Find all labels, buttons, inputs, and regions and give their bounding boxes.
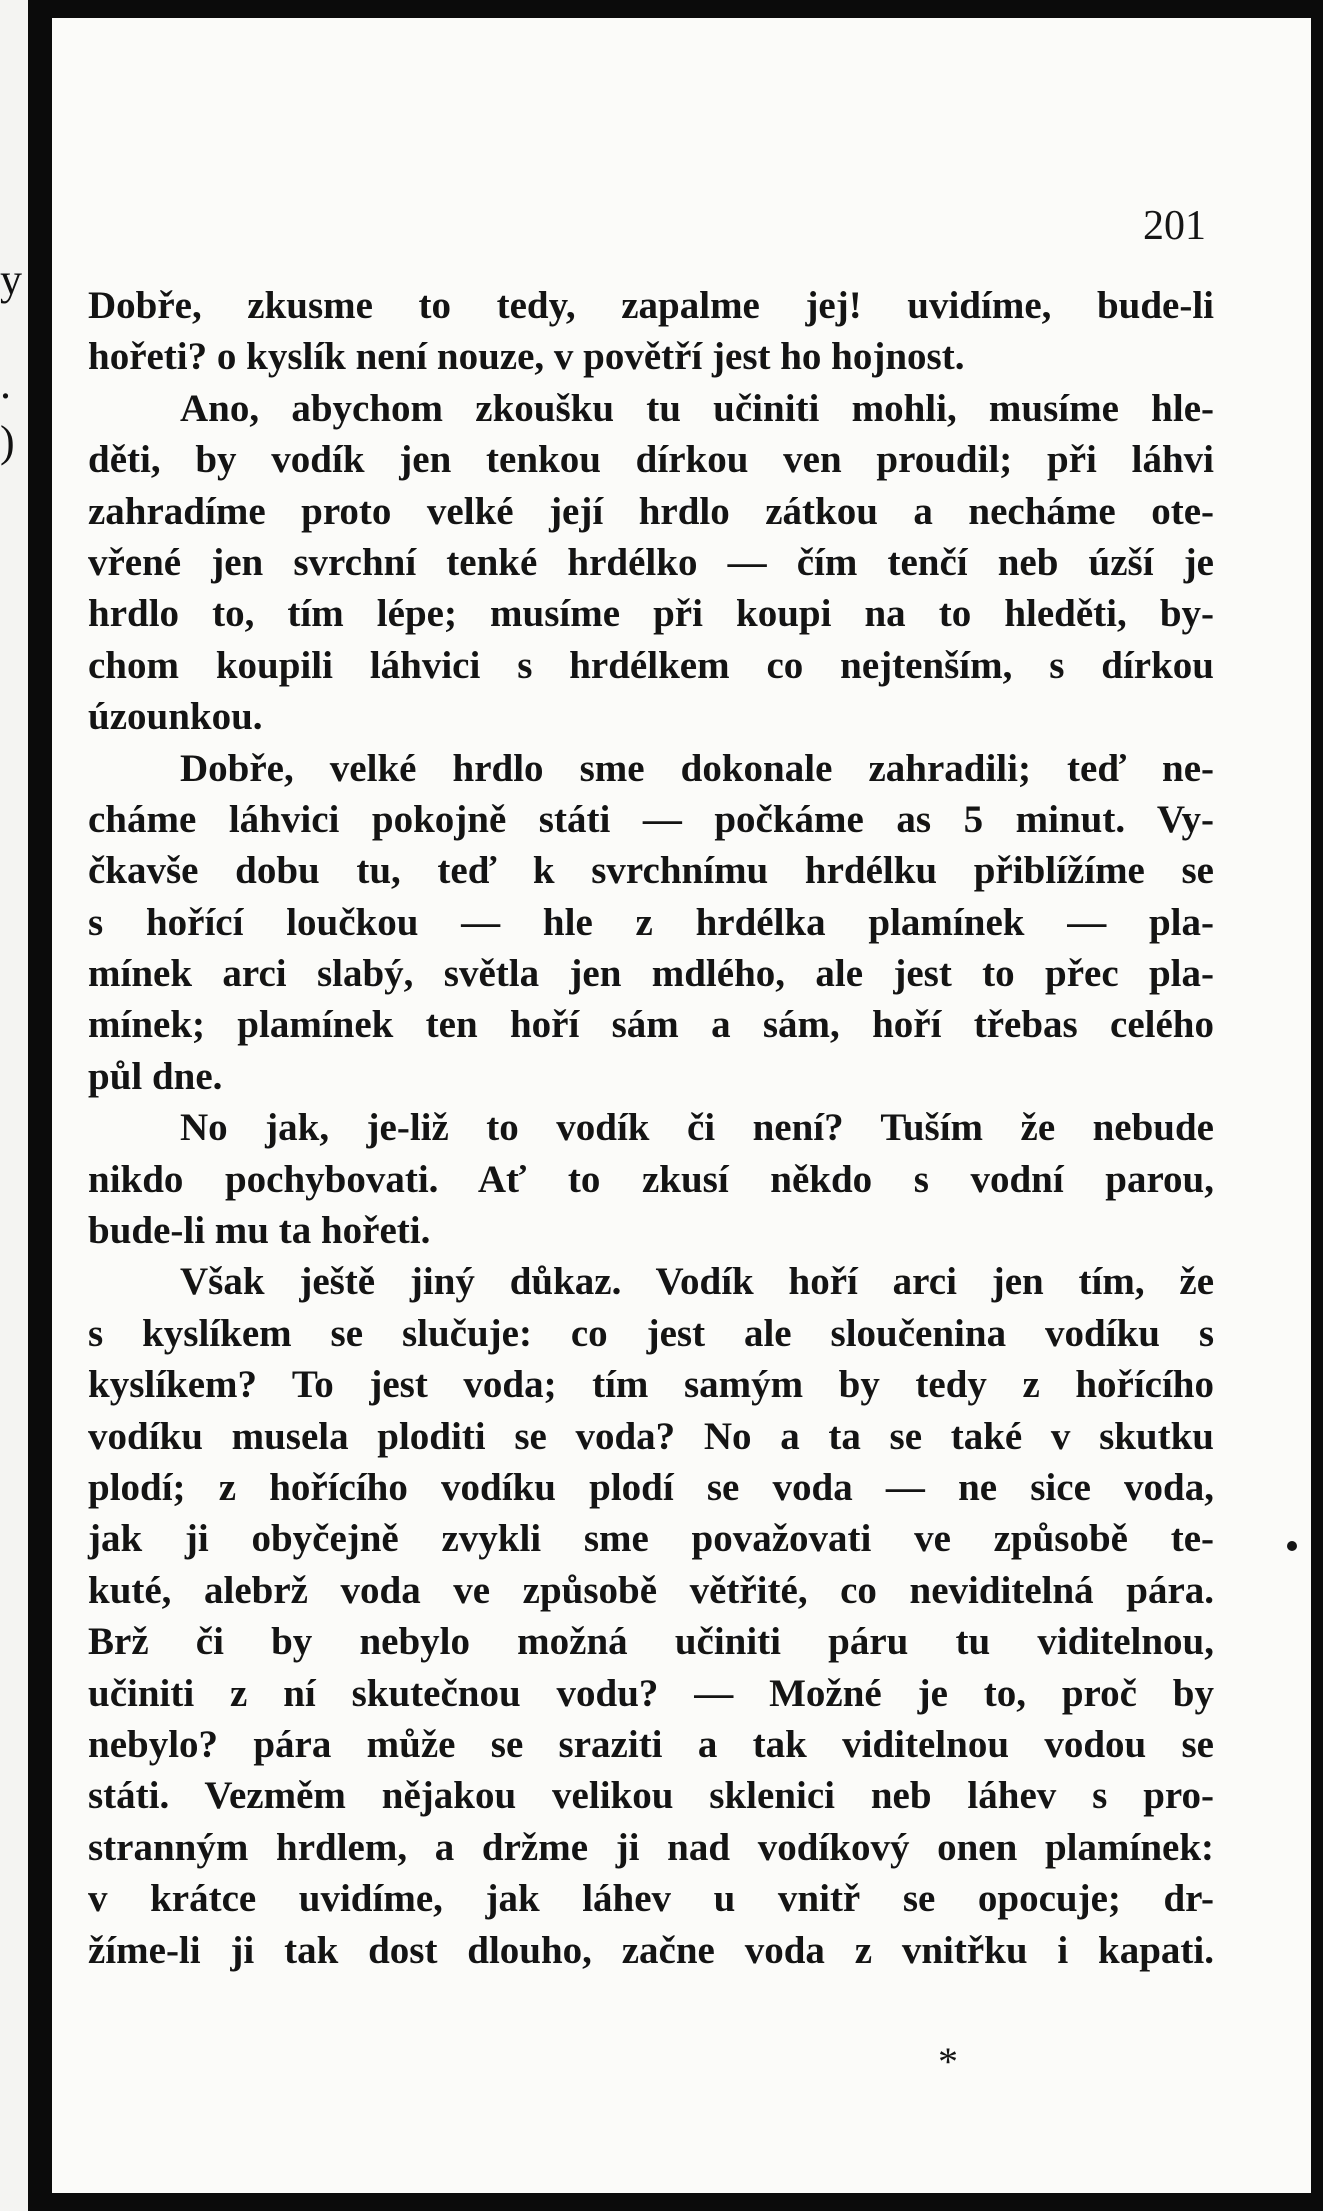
- ink-dot: [1287, 1541, 1297, 1551]
- prev-page-mark: y: [0, 255, 22, 304]
- text-line: kuté, alebrž voda ve způsobě větřité, co neviditelná pára.: [88, 1568, 1214, 1612]
- text-line: vřené jen svrchní tenké hrdélko — čím tenčí neb úzší je: [88, 540, 1214, 584]
- text-line: nikdo pochybovati. Ať to zkusí někdo s vodní parou,: [88, 1157, 1214, 1201]
- text-line: děti, by vodík jen tenkou dírkou ven proudil; při láhvi: [88, 438, 1214, 482]
- text-line: jak ji obyčejně zvykli sme považovati ve způsobě te-: [88, 1517, 1214, 1561]
- text-line: chom koupili láhvici s hrdélkem co nejtenším, s dírkou: [88, 643, 1214, 687]
- text-line: nebylo? pára může se sraziti a tak viditelnou vodou se: [88, 1722, 1214, 1766]
- text-line: plodí; z hořícího vodíku plodí se voda — ne sice voda,: [88, 1465, 1214, 1509]
- text-line: stranným hrdlem, a držme ji nad vodíkový onen plamínek:: [88, 1825, 1214, 1869]
- text-line: žíme-li ji tak dost dlouho, začne voda z vnitřku i kapati.: [88, 1928, 1214, 1972]
- text-line: Dobře, velké hrdlo sme dokonale zahradili; teď ne-: [180, 746, 1214, 790]
- text-line: cháme láhvici pokojně státi — počkáme as 5 minut. Vy-: [88, 797, 1214, 841]
- text-line: s hořící loučkou — hle z hrdélka plamínek — pla-: [88, 900, 1214, 944]
- body-text: [88, 280, 1214, 1976]
- text-line: Ano, abychom zkoušku tu učiniti mohli, musíme hle-: [180, 386, 1214, 430]
- prev-page-mark: ): [0, 417, 15, 466]
- text-line: učiniti z ní skutečnou vodu? — Možné je to, proč by: [88, 1671, 1214, 1715]
- text-line: zahradíme proto velké její hrdlo zátkou a necháme ote-: [88, 489, 1214, 533]
- text-line: Brž či by nebylo možná učiniti páru tu viditelnou,: [88, 1620, 1214, 1664]
- text-line: Dobře, zkusme to tedy, zapalme jej! uvidíme, bude-li: [88, 284, 1214, 327]
- text-line: státi. Vezměm nějakou velikou sklenici neb láhev s pro-: [88, 1774, 1214, 1818]
- text-line: Však ještě jiný důkaz. Vodík hoří arci jen tím, že: [180, 1260, 1214, 1304]
- text-line: mínek; plamínek ten hoří sám a sám, hoří třebas celého: [88, 1003, 1214, 1047]
- text-line: úzounkou.: [88, 695, 263, 739]
- text-line: hořeti? o kyslík není nouze, v povětří jest ho hojnost.: [88, 335, 965, 379]
- text-line: čkavše dobu tu, teď k svrchnímu hrdélku přiblížíme se: [88, 849, 1214, 893]
- text-line: s kyslíkem se slučuje: co jest ale sloučenina vodíku s: [88, 1311, 1214, 1355]
- text-line: hrdlo to, tím lépe; musíme při koupi na to hleděti, by-: [88, 592, 1214, 636]
- previous-page-edge: [0, 0, 28, 2211]
- text-line: bude-li mu ta hořeti.: [88, 1209, 431, 1253]
- text-line: v krátce uvidíme, jak láhev u vnitř se opocuje; dr-: [88, 1877, 1214, 1921]
- prev-page-mark: .: [0, 359, 11, 408]
- signature-mark: *: [938, 2039, 958, 2084]
- text-line: půl dne.: [88, 1054, 223, 1098]
- text-line: mínek arci slabý, světla jen mdlého, ale jest to přec pla-: [88, 952, 1214, 996]
- book-page: [52, 18, 1311, 2193]
- text-line: vodíku musela ploditi se voda? No a ta se také v skutku: [88, 1414, 1214, 1458]
- text-line: No jak, je-liž to vodík či není? Tuším že nebude: [180, 1106, 1214, 1150]
- text-line: kyslíkem? To jest voda; tím samým by tedy z hořícího: [88, 1363, 1214, 1407]
- page-number: 201: [1143, 203, 1206, 249]
